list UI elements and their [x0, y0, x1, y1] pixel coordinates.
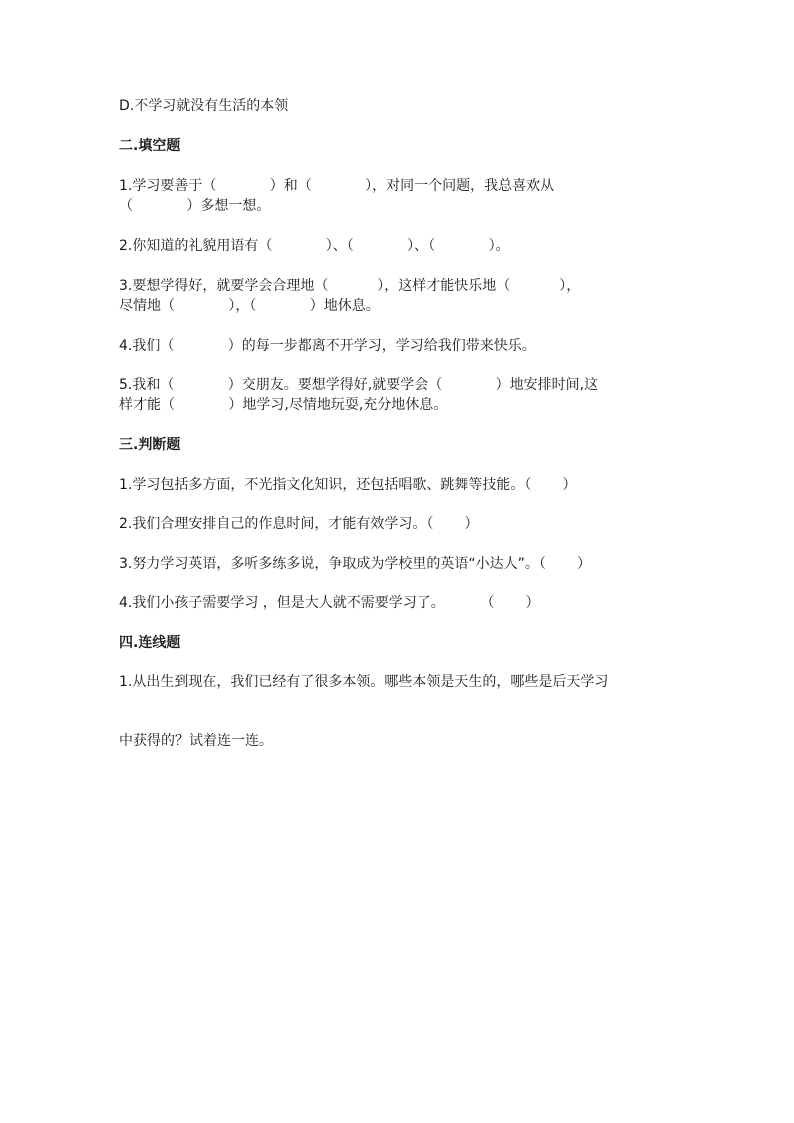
section-heading-matching: 四.连线题	[119, 635, 181, 651]
section-heading-fill-in: 二.填空题	[119, 138, 181, 154]
fill-question-2: 2.你知道的礼貌用语有（ ）、（ ）、（ ）。	[119, 238, 510, 254]
fill-question-5-line-2: 样才能（ ）地学习,尽情地玩耍,充分地休息。	[119, 397, 448, 413]
judge-question-2: 2.我们合理安排自己的作息时间，才能有效学习。（ ）	[119, 516, 479, 532]
judge-question-4: 4.我们小孩子需要学习 ，但是大人就不需要学习了。 （ ）	[119, 595, 540, 611]
fill-question-1-line-1: 1.学习要善于（ ）和（ ），对同一个问题，我总喜欢从	[119, 178, 555, 194]
judge-question-3: 3.努力学习英语，多听多练多说，争取成为学校里的英语“小达人”。（ ）	[119, 556, 592, 572]
fill-question-3-line-2: 尽情地（ ），（ ）地休息。	[119, 298, 380, 314]
matching-question-1-line-2: 中获得的？试着连一连。	[119, 733, 273, 749]
fill-question-3-line-1: 3.要想学得好，就要学会合理地（ ），这样才能快乐地（ ），	[119, 278, 581, 294]
fill-question-5-line-1: 5.我和（ ）交朋友。要想学得好,就要学会（ ）地安排时间,这	[119, 377, 599, 393]
section-heading-true-false: 三.判断题	[119, 437, 181, 453]
fill-question-4: 4.我们（ ）的每一步都离不开学习，学习给我们带来快乐。	[119, 338, 536, 354]
choice-option-d: D.不学习就没有生活的本领	[119, 98, 289, 114]
fill-question-1-line-2: （ ）多想一想。	[119, 198, 271, 214]
matching-question-1-line-1: 1.从出生到现在，我们已经有了很多本领。哪些本领是天生的，哪些是后天学习	[119, 674, 609, 690]
judge-question-1: 1.学习包括多方面，不光指文化知识，还包括唱歌、跳舞等技能。（ ）	[119, 477, 577, 493]
